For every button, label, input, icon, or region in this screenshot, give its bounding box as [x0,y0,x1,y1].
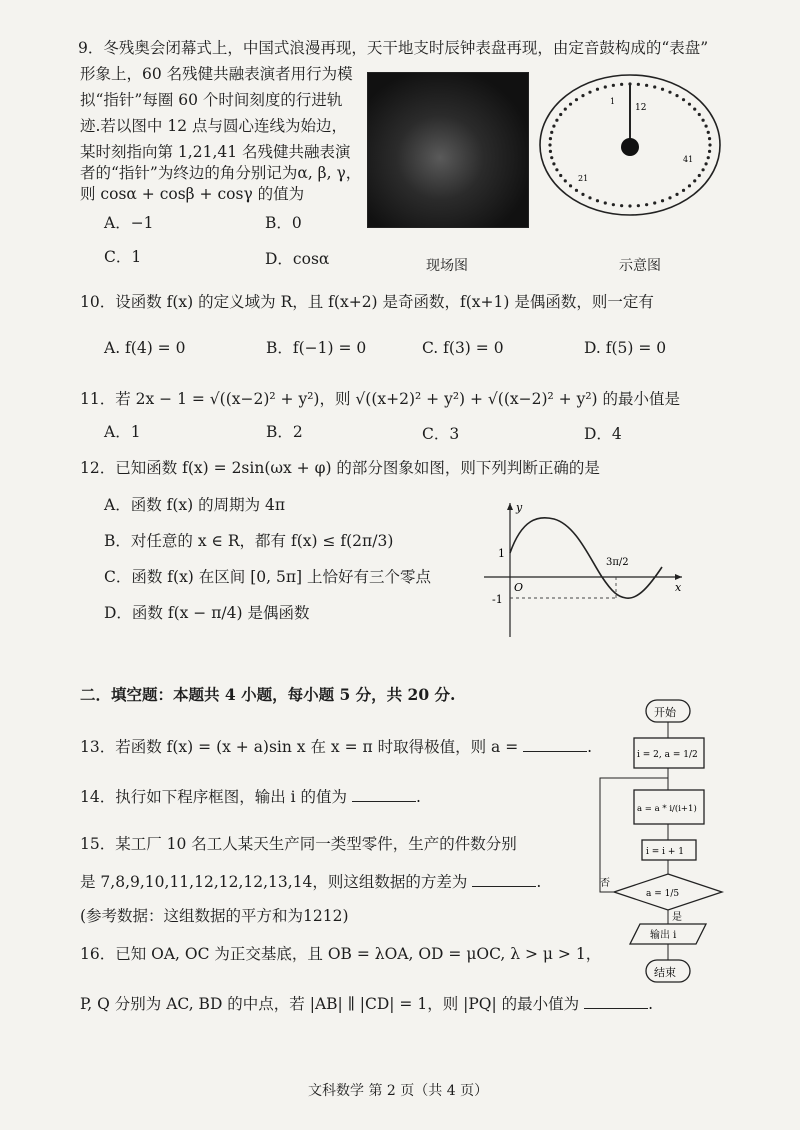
clock-tick-dot [575,189,578,192]
q9-option-d: D．cosα [265,250,330,268]
ceremony-photo [367,72,529,228]
q11-option-a: A．1 [104,423,141,441]
clock-tick-dot [701,119,704,122]
clock-tick-dot [604,85,607,88]
clock-tick-dot [668,196,671,199]
y-axis-label: y [516,501,523,514]
clock-tick-dot [549,150,552,153]
clock-tick-dot [549,137,552,140]
tick-neg1-label: -1 [492,593,503,606]
q14-stem [80,787,421,807]
q15-text: 是 7,8,9,10,11,12,12,12,13,14，则这组数据的方差为 [80,873,468,891]
x-axis-arrow [675,574,682,580]
tick-1-label: 1 [498,547,505,560]
diagram-caption: 示意图 [619,258,661,274]
clock-tick-dot [688,103,691,106]
flowchart [594,698,734,988]
tick-x-label: 3π/2 [606,557,629,568]
q14-answer-blank[interactable] [352,787,416,802]
clock-tick-dot [645,84,648,87]
clock-tick-dot [612,203,615,206]
clock-tick-dot [596,88,599,91]
clock-tick-dot [698,174,701,177]
flow-output-label: 输出 i [650,930,677,941]
clock-tick-dot [548,143,551,146]
flow-condition-label: a = 1/5 [646,889,680,899]
origin-label: O [514,581,524,594]
clock-tick-dot [645,203,648,206]
q14-text: 14．执行如下程序框图，输出 i 的值为 [80,788,348,806]
q14-end: . [415,788,421,806]
q12-option-b: B．对任意的 x ∈ R，都有 f(x) ≤ f(2π/3) [104,532,394,550]
clock-label-21: 21 [578,174,589,183]
clock-tick-dot [550,131,553,134]
clock-tick-dot [682,98,685,101]
q10-option-b: B．f(−1) = 0 [266,339,367,357]
clock-tick-dot [575,98,578,101]
clock-center [621,138,639,156]
clock-tick-dot [604,201,607,204]
flow-step1-label: a = a * i/(i+1) [637,804,697,814]
clock-tick-dot [661,199,664,202]
q13-answer-blank[interactable] [523,737,587,752]
clock-diagram [535,70,725,220]
q9-line6: 者的“指针”为终边的角分别记为α, β, γ， [80,164,362,182]
q13-stem [80,737,592,757]
q9-line3: 拟“指针”每圈 60 个时间刻度的行进轨 [80,91,343,109]
q12-option-d: D．函数 f(x − π/4) 是偶函数 [104,604,310,622]
clock-tick-dot [555,168,558,171]
q16-text: P, Q 分别为 AC, BD 的中点，若 |AB| ∥ |CD| = 1，则 |PQ| 的最小值为 [80,995,580,1013]
q15-answer-blank[interactable] [472,872,536,887]
clock-tick-dot [693,108,696,111]
clock-tick-dot [637,204,640,207]
clock-tick-dot [708,150,711,153]
clock-tick-dot [552,125,555,128]
q12-option-c: C．函数 f(x) 在区间 [0, 5π] 上恰好有三个零点 [104,568,431,586]
clock-tick-dot [682,189,685,192]
q9-option-b: B．0 [265,214,302,232]
clock-tick-dot [708,143,711,146]
clock-label-12: 12 [635,103,647,113]
clock-tick-dot [552,162,555,165]
clock-tick-dot [704,162,707,165]
flow-init-label: i = 2, a = 1/2 [637,750,698,760]
clock-tick-dot [637,83,640,86]
clock-tick-dot [698,113,701,116]
clock-tick-dot [569,184,572,187]
clock-tick-dot [701,168,704,171]
clock-tick-dot [612,84,615,87]
q9-line7: 则 cosα + cosβ + cosγ 的值为 [80,185,305,203]
clock-tick-dot [708,137,711,140]
clock-tick-dot [668,91,671,94]
sine-graph [478,497,688,642]
clock-tick-dot [581,94,584,97]
q9-line5: 某时刻指向第 1,21,41 名残健共融表演 [80,143,351,161]
clock-tick-dot [688,184,691,187]
clock-label-41: 41 [683,155,694,164]
x-axis-label: x [675,581,682,594]
clock-tick-dot [707,156,710,159]
clock-tick-dot [675,94,678,97]
clock-tick-dot [707,131,710,134]
q10-stem: 10．设函数 f(x) 的定义域为 R，且 f(x+2) 是奇函数，f(x+1) 是偶函数，则一定有 [80,293,654,311]
q13-end: . [587,738,593,756]
q15-end: . [536,873,542,891]
page-footer: 文科数学 第 2 页（共 4 页） [308,1083,489,1099]
q13-text: 13．若函数 f(x) = (x + a)sin x 在 x = π 时取得极值，则 a = [80,738,519,756]
clock-tick-dot [661,88,664,91]
clock-tick-dot [564,108,567,111]
q16-line1: 16．已知 OA, OC 为正交基底，且 OB = λOA, OD = μOC, λ > μ > 1， [80,945,602,963]
q10-option-c: C. f(3) = 0 [422,339,504,357]
q15-line2 [80,872,541,892]
clock-tick-dot [620,204,623,207]
q9-line2: 形象上，60 名残健共融表演者用行为模 [80,65,353,83]
clock-tick-dot [620,83,623,86]
q15-note: (参考数据：这组数据的平方和为1212) [80,907,349,925]
clock-tick-dot [588,91,591,94]
clock-tick-dot [588,196,591,199]
q10-option-a: A. f(4) = 0 [104,339,186,357]
q15-line1: 15．某工厂 10 名工人某天生产同一类型零件，生产的件数分别 [80,835,517,853]
clock-tick-dot [559,113,562,116]
clock-tick-dot [559,174,562,177]
flow-no-label: 否 [600,878,610,889]
flow-start-label: 开始 [654,706,676,719]
clock-tick-dot [653,85,656,88]
q11-option-b: B．2 [266,423,303,441]
clock-label-1: 1 [610,97,616,106]
q12-option-a: A．函数 f(x) 的周期为 4π [104,496,286,514]
flow-end-label: 结束 [654,966,676,979]
section-2-heading: 二．填空题：本题共 4 小题，每小题 5 分，共 20 分. [80,685,456,704]
q9-option-c: C．1 [104,248,142,266]
clock-tick-dot [569,103,572,106]
q9-line1: 9．冬残奥会闭幕式上，中国式浪漫再现，天干地支时辰钟表盘再现，由定音鼓构成的“表盘” [78,39,709,57]
q9-option-a: A．−1 [104,214,154,232]
flow-yes-label: 是 [672,912,682,923]
flow-step2-label: i = i + 1 [646,847,685,857]
clock-tick-dot [550,156,553,159]
clock-tick-dot [581,193,584,196]
clock-tick-dot [693,179,696,182]
q16-answer-blank[interactable] [584,994,648,1009]
q10-option-d: D. f(5) = 0 [584,339,667,357]
sine-curve [510,518,662,598]
q12-stem: 12．已知函数 f(x) = 2sin(ωx + φ) 的部分图象如图，则下列判断正确的是 [80,459,600,477]
clock-tick-dot [555,119,558,122]
clock-tick-dot [704,125,707,128]
photo-caption: 现场图 [426,258,468,274]
q9-line4: 迹.若以图中 12 点与圆心连线为始边， [80,117,348,135]
clock-tick-dot [653,201,656,204]
q11-option-d: D．4 [584,425,622,443]
clock-tick-dot [564,179,567,182]
q11-stem: 11．若 2x − 1 = √((x−2)² + y²)，则 √((x+2)² + y²) + √((x−2)² + y²) 的最小值是 [80,390,681,408]
q16-line2 [80,994,653,1014]
q11-option-c: C．3 [422,425,460,443]
q16-end: . [648,995,654,1013]
y-axis-arrow [507,503,513,510]
clock-tick-dot [596,199,599,202]
clock-tick-dot [675,193,678,196]
clock-tick-dot [628,204,631,207]
